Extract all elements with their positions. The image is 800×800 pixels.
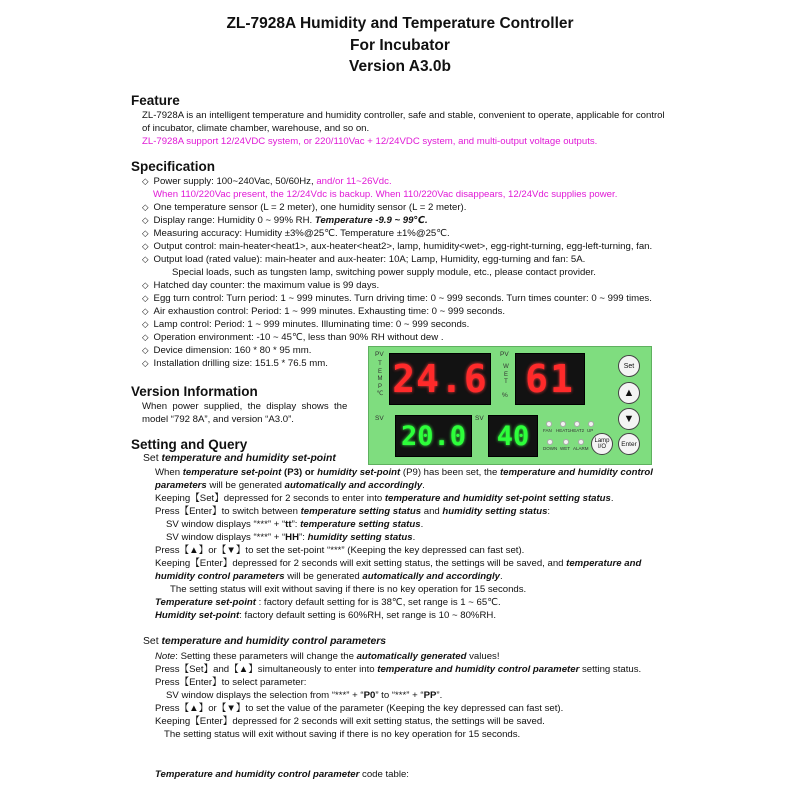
led-label: FAN: [543, 428, 552, 433]
setting-heading: Setting and Query: [131, 437, 248, 452]
setpoint-keep-enter: Keeping【Enter】depressed for 2 seconds will exit setting status, the settings will be saved, and temperature and: [155, 558, 642, 569]
led-heat1: [560, 421, 566, 427]
control-param-exit: The setting status will exit without saving if there is no key operation for 15 seconds.: [164, 729, 521, 740]
sv-temperature-display: 20.0: [395, 415, 472, 457]
lamp-io-label: I/O: [597, 444, 606, 450]
setpoint-keep-enter-2: humidity control parameters will be generated automatically and accordingly.: [155, 571, 503, 582]
humidity-setpoint-default: Humidity set-point: factory default setting is 60%RH, set range is 10 ~ 80%RH.: [155, 610, 496, 621]
down-button[interactable]: ▼: [618, 408, 640, 430]
sv-hh-line: SV window displays “***” + “HH”: humidity setting status.: [166, 532, 416, 543]
spec-egg-turn: ◇ Egg turn control: Turn period: 1 ~ 999 minutes. Turn driving time: 0 ~ 999 seconds. Turn times counter: 0 ~ 999 times.: [142, 292, 652, 305]
doc-subtitle: For Incubator: [350, 37, 450, 54]
lamp-io-label: Lamp: [594, 438, 610, 444]
setpoint-exit: The setting status will exit without saving if there is no key operation for 15 seconds.: [170, 584, 527, 595]
control-param-note: Note: Setting these parameters will change the automatically generated values!: [155, 651, 500, 662]
up-button[interactable]: ▲: [618, 382, 640, 404]
setpoint-updown: Press【▲】or【▼】to set the set-point “***” (Keeping the key depressed can fast set).: [155, 545, 525, 556]
version-line: When power supplied, the display shows the: [142, 401, 348, 412]
spec-drilling: ◇ Installation drilling size: 151.5 * 76.5 mm.: [142, 357, 328, 370]
pv-label-right: PV: [500, 351, 509, 358]
spec-hatched: ◇ Hatched day counter: the maximum value is 99 days.: [142, 279, 379, 292]
sv-label: SV: [375, 415, 384, 422]
code-table-caption: Temperature and humidity control parameter code table:: [155, 769, 409, 780]
control-param-sv-range: SV window displays the selection from “***” + “P0” to “***” + “PP”.: [166, 690, 443, 701]
led-heat2: [574, 421, 580, 427]
lamp-io-button[interactable]: [591, 433, 613, 455]
set-button[interactable]: Set: [618, 355, 640, 377]
led-up: [588, 421, 594, 427]
pv-temperature-display: 24.6: [389, 353, 491, 405]
spec-accuracy: ◇ Measuring accuracy: Humidity ±3%@25℃. Temperature ±1%@25℃.: [142, 227, 450, 240]
pv-label: PV: [375, 351, 384, 358]
spec-output-load: ◇ Output load (rated value): main-heater and aux-heater: 10A; Lamp, Humidity, egg-turning and fan: 5A.: [142, 253, 585, 266]
temperature-setpoint-default: Temperature set-point : factory default setting for is 38℃, set range is 1 ~ 65℃.: [155, 597, 501, 608]
control-param-enter: Press【Set】and【▲】simultaneously to enter into temperature and humidity control parameter setting status.: [155, 664, 642, 675]
led-label: HEAT1: [556, 428, 571, 433]
led-label: ALARM: [573, 446, 589, 451]
percent-label: %: [502, 392, 508, 399]
spec-env: ◇ Operation environment: -10 ~ 45℃, less than 90% RH without dew .: [142, 331, 444, 344]
doc-title: ZL-7928A Humidity and Temperature Controller: [226, 15, 574, 32]
spec-power: ◇ Power supply: 100~240Vac, 50/60Hz, and/or 11~26Vdc.: [142, 175, 392, 188]
feature-line: of incubator, climate chamber, warehouse, and so on.: [142, 123, 370, 134]
version-line: model “792 8A”, and version “A3.0”.: [142, 414, 294, 425]
led-label: WET: [560, 446, 570, 451]
temp-vertical-label: T E M P ℃: [376, 361, 384, 397]
setpoint-subheading: Set temperature and humidity set-point: [143, 453, 336, 464]
spec-special-loads: Special loads, such as tungsten lamp, switching power supply module, etc., please contact provider.: [172, 267, 596, 278]
spec-air: ◇ Air exhaustion control: Period: 1 ~ 999 minutes. Exhausting time: 0 ~ 999 seconds.: [142, 305, 505, 318]
spec-sensor: ◇ One temperature sensor (L = 2 meter), one humidity sensor (L = 2 meter).: [142, 201, 466, 214]
control-param-keep-enter: Keeping【Enter】depressed for 2 seconds will exit setting status, the settings will be saved.: [155, 716, 545, 727]
setpoint-press-enter: Press【Enter】to switch between temperature setting status and humidity setting status:: [155, 506, 551, 517]
enter-button[interactable]: Enter: [618, 433, 640, 455]
led-alarm: [578, 439, 584, 445]
feature-line: ZL-7928A is an intelligent temperature and humidity controller, safe and stable, convenient to operate, applicable for control: [142, 110, 665, 121]
controller-panel: [368, 346, 652, 465]
led-fan: [546, 421, 552, 427]
doc-version: Version A3.0b: [349, 58, 451, 75]
spec-lamp: ◇ Lamp control: Period: 1 ~ 999 minutes. Illuminating time: 0 ~ 999 seconds.: [142, 318, 469, 331]
spec-power-note: When 110/220Vac present, the 12/24Vdc is backup. When 110/220Vac disappears, 12/24Vdc supplies power.: [153, 189, 618, 200]
setpoint-keep-set: Keeping【Set】depressed for 2 seconds to enter into temperature and humidity set-point setting status.: [155, 493, 614, 504]
led-down: [547, 439, 553, 445]
spec-heading: Specification: [131, 159, 216, 174]
version-heading: Version Information: [131, 384, 258, 399]
sv-tt-line: SV window displays “***” + “tt”: temperature setting status.: [166, 519, 424, 530]
led-label: UP: [587, 428, 594, 433]
led-label: DOWN: [543, 446, 558, 451]
sv-label-right: SV: [475, 415, 484, 422]
spec-display: ◇ Display range: Humidity 0 ~ 99% RH. Temperature -9.9 ~ 99℃.: [142, 214, 428, 227]
sv-humidity-display: 40: [488, 415, 538, 457]
control-param-updown: Press【▲】or【▼】to set the value of the parameter (Keeping the key depressed can fast set).: [155, 703, 564, 714]
control-param-select: Press【Enter】to select parameter:: [155, 677, 307, 688]
control-param-subheading: Set temperature and humidity control parameters: [143, 636, 387, 647]
setpoint-para: When temperature set-point (P3) or humidity set-point (P9) has been set, the temperature and humidity control: [155, 467, 653, 478]
led-wet: [563, 439, 569, 445]
spec-dimension: ◇ Device dimension: 160 * 80 * 95 mm.: [142, 344, 311, 357]
spec-output-control: ◇ Output control: main-heater<heat1>, aux-heater<heat2>, lamp, humidity<wet>, egg-right-turning, egg-left-turning, fan.: [142, 240, 652, 253]
feature-line-highlight: ZL-7928A support 12/24VDC system, or 220/110Vac + 12/24VDC system, and multi-output voltage outputs.: [142, 136, 598, 147]
pv-humidity-display: 61: [515, 353, 585, 405]
feature-heading: Feature: [131, 93, 180, 108]
wet-vertical-label: W E T: [503, 364, 509, 385]
led-label: HEAT2: [570, 428, 585, 433]
setpoint-para: parameters will be generated automatically and accordingly.: [155, 480, 425, 491]
